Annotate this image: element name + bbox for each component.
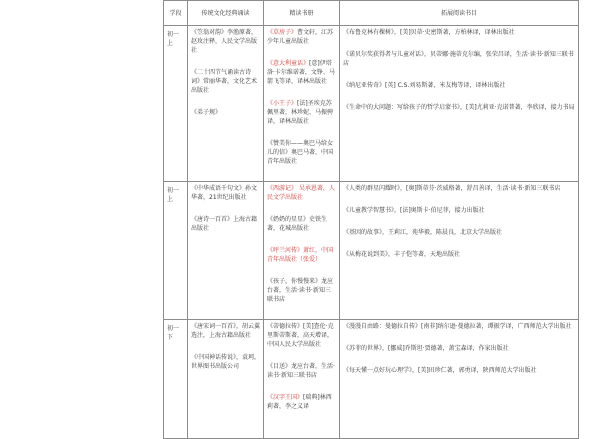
intensive-entry bbox=[267, 184, 336, 202]
book-detail: [瑞典]林西莉著，李之义译 bbox=[267, 394, 332, 410]
extended-entry: 《生命中的大问题：写给孩子的哲学启蒙书》，[美]尤莉亚·克诺普著，李欣译，接力书局 bbox=[343, 104, 575, 111]
table-row bbox=[164, 182, 579, 320]
extended-entry: 《人类的群星闪耀时》，[奥]斯蒂芬·茨威格著，舒昌善译，生活·读书·新知三联书店 bbox=[343, 185, 561, 192]
reading-list-table bbox=[163, 0, 579, 439]
classic-entry: 《中华成语千句文》孙文华著，21世纪出版社 bbox=[191, 185, 258, 201]
extended-entry: 《每天懂一点好玩心理学》，[美]田珍仁著，郭勇译，陕西师范大学出版社 bbox=[343, 367, 537, 374]
classics-cell bbox=[188, 182, 264, 320]
extended-cell bbox=[340, 320, 579, 439]
book-title: 《草房子》 bbox=[267, 29, 298, 36]
intensive-cell bbox=[264, 320, 340, 439]
book-detail: 《蒂德拉传》[美]查伦·克里斯蒂斯著，高天增译，中国人民大学出版社 bbox=[267, 323, 334, 348]
header-row bbox=[164, 1, 579, 26]
extended-entry: 《基因的故事》，王莉江，苑华毅，陈晨良，北京大学出版社 bbox=[343, 229, 503, 236]
extended-entry: 《漫漫自由路：曼德拉自传》[南非]纳尔逊·曼德拉著，谭振学译，广西师范大学出版社 bbox=[343, 323, 572, 330]
classic-entry: 《弟子规》 bbox=[191, 109, 222, 116]
extended-entry: 《苏菲的世界》，[挪威]乔斯坦·贾德著，萧宝森译，作家出版社 bbox=[343, 345, 509, 352]
book-detail: 奥巴马著，中国青年出版社 bbox=[267, 149, 334, 165]
book-detail: 曹文轩，江苏少年儿童出版社 bbox=[267, 29, 334, 45]
grade-cell: 初一上 bbox=[164, 26, 188, 182]
intensive-entry bbox=[267, 322, 336, 349]
header-classics: 传统文化经典诵读 bbox=[188, 1, 264, 26]
book-detail: 《目送》龙应台著，生活·读书·新知三联书店 bbox=[267, 363, 335, 379]
book-title: 《赞美你——奥巴马给女儿的信》 bbox=[267, 140, 334, 156]
intensive-entry bbox=[267, 362, 336, 380]
intensive-entry bbox=[267, 215, 336, 233]
book-detail: 《奶奶的星星》史铁生著，花城出版社 bbox=[267, 216, 328, 232]
intensive-entry bbox=[267, 28, 336, 46]
table-row bbox=[164, 320, 579, 439]
table-row bbox=[164, 26, 579, 182]
intensive-cell bbox=[264, 182, 340, 320]
intensive-entry bbox=[267, 99, 336, 126]
extended-cell bbox=[340, 26, 579, 182]
extended-entry: 《诺贝尔奖获得者与儿童对话》，贝蒂娜·施蒂克尔编，张荣昌译，生活·读书·新知三联书店 bbox=[343, 51, 574, 67]
book-title: 《意大利童话》 bbox=[267, 60, 310, 67]
intensive-entry bbox=[267, 59, 336, 86]
book-detail: [法]圣埃克苏佩里著，林珍妮、马振骋译，译林出版社 bbox=[267, 100, 334, 125]
intensive-entry bbox=[267, 139, 336, 166]
classics-cell bbox=[188, 26, 264, 182]
intensive-entry bbox=[267, 246, 336, 264]
header-intensive: 精读书册 bbox=[264, 1, 340, 26]
intensive-cell bbox=[264, 26, 340, 182]
extended-entry: 《儿童教学智慧书》，[法]奥斯卡·伯尼菲，接力出版社 bbox=[343, 207, 485, 214]
book-detail: 《孩子，你慢慢来》龙应台著，生活·读书·新知三联书店 bbox=[267, 278, 334, 303]
header-extended: 拓展阅读书目 bbox=[340, 1, 579, 26]
book-title: 《西游记》 吴承恩著，人民文学出版社 bbox=[267, 185, 335, 201]
extended-cell bbox=[340, 182, 579, 320]
classic-entry: 《唐宋词一百首》，胡云翼选注，上海古籍出版社 bbox=[191, 323, 261, 339]
book-title: 《呼兰河传》萧红，中国青年出版社（张爱） bbox=[267, 247, 334, 263]
classics-cell bbox=[188, 320, 264, 439]
extended-entry: 《从梅花说到美》，丰子恺等著，天地出版社 bbox=[343, 251, 461, 258]
intensive-entry bbox=[267, 393, 336, 411]
header-grade: 学段 bbox=[164, 1, 188, 26]
book-title: 《汉字王国》 bbox=[267, 394, 304, 401]
classic-entry: 《笠翁对韵》李渔原著，赵玫注释，人民文学出版社 bbox=[191, 29, 258, 54]
extended-entry: 《纳尼亚传奇》[英] C.S.刘易斯著，米友梅等译，译林出版社 bbox=[343, 82, 506, 89]
classic-entry: 《二十四节气诵读古诗词》常丽华著，文化艺术出版社 bbox=[191, 69, 258, 94]
intensive-entry bbox=[267, 277, 336, 304]
classic-entry: 《中国神话传说》，袁珂，世界图书出版公司 bbox=[191, 354, 261, 370]
book-detail: [意]伊塔洛·卡尔维诺著，文铮、马箭飞等译，译林出版社 bbox=[267, 60, 335, 85]
grade-cell: 初一上 bbox=[164, 182, 188, 320]
grade-cell: 初一下 bbox=[164, 320, 188, 439]
extended-entry: 《布鲁克林有棵树》，[美]贝蒂·史密斯著，方柏林译，译林出版社 bbox=[343, 29, 515, 36]
classic-entry: 《唐诗一百首》上海古籍出版社 bbox=[191, 216, 258, 232]
book-title: 《小王子》 bbox=[267, 100, 298, 107]
